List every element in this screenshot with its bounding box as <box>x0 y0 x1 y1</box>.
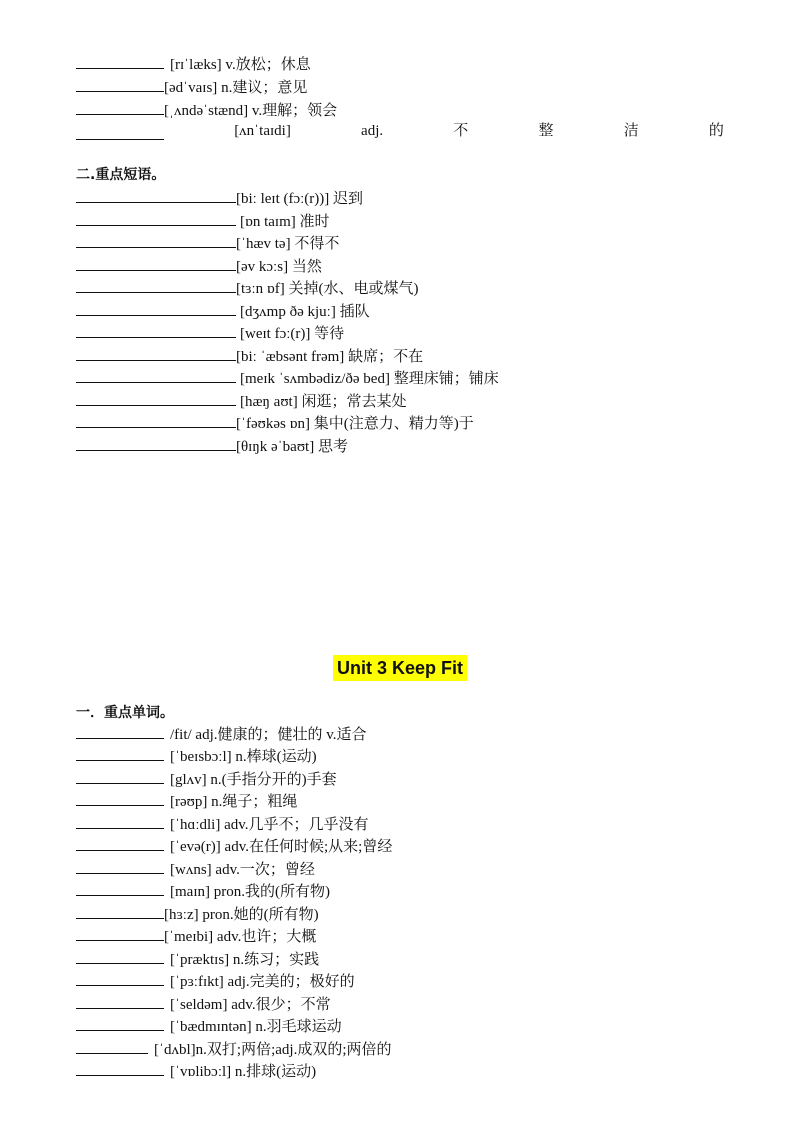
answer-blank[interactable] <box>76 186 236 203</box>
vocab-meaning: adv.很少；不常 <box>231 997 331 1013</box>
phrase-meaning: 集中(注意力、精力等)于 <box>313 416 474 432</box>
answer-blank[interactable] <box>76 321 236 338</box>
vocab-meaning-char: 洁 <box>623 123 639 139</box>
vocab-ipa: [ˌʌndəˈstænd] <box>164 103 249 119</box>
phrase-meaning: 闲逛；常去某处 <box>301 394 407 410</box>
vocab-line-justified <box>76 120 724 142</box>
vocab-meaning: adv.在任何时候;从来;曾经 <box>224 839 393 855</box>
vocab-line <box>76 812 369 834</box>
answer-blank[interactable] <box>76 812 164 829</box>
answer-blank[interactable] <box>76 947 164 964</box>
vocab-meaning: adj.健康的；健壮的 v.适合 <box>195 727 367 743</box>
phrase-line <box>76 321 344 343</box>
vocab-line <box>76 1059 316 1081</box>
vocab-meaning: pron.她的(所有物) <box>202 907 319 923</box>
vocab-ipa: [ˈpɜːfɪkt] <box>170 974 224 990</box>
vocab-meaning: adv.也许；大概 <box>216 929 317 945</box>
vocab-ipa: [ˈpræktɪs] <box>170 952 230 968</box>
vocab-meaning: n.(手指分开的)手套 <box>210 772 337 788</box>
phrase-line <box>76 411 474 433</box>
phrase-meaning: 不得不 <box>294 236 340 252</box>
phrase-line <box>76 366 499 388</box>
answer-blank[interactable] <box>76 299 236 316</box>
answer-blank[interactable] <box>76 857 164 874</box>
answer-blank[interactable] <box>76 389 236 406</box>
vocab-line <box>76 722 367 744</box>
vocab-meaning-char: 整 <box>538 123 554 139</box>
vocab-meaning: n.羽毛球运动 <box>255 1019 342 1035</box>
answer-blank[interactable] <box>76 1037 148 1054</box>
answer-blank[interactable] <box>76 1014 164 1031</box>
vocab-line <box>76 902 319 924</box>
answer-blank[interactable] <box>76 276 236 293</box>
phrase-ipa: [hæŋ aʊt] <box>240 394 298 410</box>
phrase-meaning: 关掉(水、电或煤气) <box>288 281 419 297</box>
vocab-ipa: [ˈvɒlibɔːl] <box>170 1064 232 1080</box>
answer-blank[interactable] <box>76 434 236 451</box>
vocab-ipa: [ˈmeɪbi] <box>164 929 214 945</box>
vocab-meaning: v.理解；领会 <box>251 103 338 119</box>
vocab-ipa: [wʌns] <box>170 862 212 878</box>
vocab-ipa: [ˈhɑːdli] <box>170 817 221 833</box>
answer-blank[interactable] <box>76 722 164 739</box>
section-heading-phrases: 二.重点短语。 <box>76 167 166 183</box>
vocab-line <box>76 789 297 811</box>
vocab-ipa: [maɪn] <box>170 884 210 900</box>
phrase-ipa: [biː leɪt (fɔː(r))] <box>236 191 330 207</box>
vocab-meaning: n.双打;两倍;adj.成双的;两倍的 <box>195 1042 392 1058</box>
vocab-line <box>76 767 337 789</box>
answer-blank[interactable] <box>76 231 236 248</box>
vocab-line <box>76 52 311 74</box>
vocab-line <box>76 1037 392 1059</box>
vocab-meaning: n.绳子；粗绳 <box>211 794 298 810</box>
phrase-line <box>76 186 363 208</box>
phrase-line <box>76 254 322 276</box>
vocab-meaning: pron.我的(所有物) <box>213 884 330 900</box>
vocab-ipa: [ədˈvaɪs] <box>164 80 218 96</box>
answer-blank[interactable] <box>76 366 236 383</box>
answer-blank[interactable] <box>76 75 164 92</box>
answer-blank[interactable] <box>76 924 164 941</box>
phrase-line <box>76 231 339 253</box>
vocab-line <box>76 834 392 856</box>
vocab-meaning: adv.一次；曾经 <box>215 862 315 878</box>
vocab-meaning: n.排球(运动) <box>234 1064 317 1080</box>
vocab-ipa: [ˈseldəm] <box>170 997 228 1013</box>
vocab-line <box>76 947 319 969</box>
vocab-line <box>76 969 355 991</box>
vocab-ipa: [rɪˈlæks] <box>170 57 222 73</box>
vocab-meaning: n.棒球(运动) <box>235 749 317 765</box>
phrase-ipa: [tɜːn ɒf] <box>236 281 285 297</box>
answer-blank[interactable] <box>76 992 164 1009</box>
phrase-ipa: [ɒn taɪm] <box>240 214 296 230</box>
phrase-ipa: [ˈhæv tə] <box>236 236 291 252</box>
phrase-line <box>76 299 370 321</box>
phrase-ipa: [biː ˈæbsənt frəm] <box>236 349 345 365</box>
answer-blank[interactable] <box>76 789 164 806</box>
answer-blank[interactable] <box>76 879 164 896</box>
answer-blank[interactable] <box>76 123 164 140</box>
answer-blank[interactable] <box>76 902 164 919</box>
vocab-line <box>76 1014 342 1036</box>
answer-blank[interactable] <box>76 254 236 271</box>
vocab-meaning: n.练习；实践 <box>232 952 320 968</box>
vocab-line <box>76 992 331 1014</box>
phrase-meaning: 等待 <box>314 326 345 342</box>
phrase-meaning: 当然 <box>291 259 322 275</box>
phrase-ipa: [θɪŋk əˈbaʊt] <box>236 439 315 455</box>
vocab-meaning: adv.几乎不；几乎没有 <box>224 817 369 833</box>
unit-title <box>0 655 800 681</box>
vocab-ipa: [hɜːz] <box>164 907 199 923</box>
vocab-meaning-char: 的 <box>708 123 724 139</box>
phrase-line <box>76 434 348 456</box>
phrase-meaning: 思考 <box>317 439 348 455</box>
section-heading-words: 一．重点单词。 <box>76 705 174 721</box>
vocab-meaning-char: 不 <box>453 123 469 139</box>
vocab-meaning: adj.完美的；极好的 <box>227 974 355 990</box>
answer-blank[interactable] <box>76 209 236 226</box>
phrase-meaning: 插队 <box>339 304 370 320</box>
phrase-meaning: 准时 <box>299 214 330 230</box>
phrase-meaning: 迟到 <box>333 191 364 207</box>
unit-title-text: Unit 3 Keep Fit <box>333 655 467 681</box>
answer-blank[interactable] <box>76 767 164 784</box>
vocab-line <box>76 98 337 120</box>
vocab-meaning: n.建议；意见 <box>221 80 308 96</box>
phrase-line <box>76 389 407 411</box>
answer-blank[interactable] <box>76 98 164 115</box>
vocab-pos: adj. <box>361 123 384 139</box>
vocab-ipa: [rəʊp] <box>170 794 208 810</box>
vocab-line <box>76 744 317 766</box>
vocab-ipa: [ˈevə(r)] <box>170 839 221 855</box>
vocab-ipa: [glʌv] <box>170 772 207 788</box>
vocab-line <box>76 75 307 97</box>
vocab-line <box>76 924 316 946</box>
vocab-ipa: [ʌnˈtaɪdi] <box>234 123 291 139</box>
phrase-line <box>76 276 418 298</box>
answer-blank[interactable] <box>76 834 164 851</box>
vocab-line <box>76 857 315 879</box>
answer-blank[interactable] <box>76 969 164 986</box>
phrase-ipa: [ˈfəʊkəs ɒn] <box>236 416 310 432</box>
answer-blank[interactable] <box>76 1059 164 1076</box>
vocab-meaning: v.放松；休息 <box>225 57 311 73</box>
vocab-ipa: [ˈbædmɪntən] <box>170 1019 252 1035</box>
phrase-ipa: [meɪk ˈsʌmbədiz/ðə bed] <box>240 371 390 387</box>
vocab-line <box>76 879 330 901</box>
phrase-line <box>76 344 423 366</box>
phrase-line <box>76 209 330 231</box>
answer-blank[interactable] <box>76 52 164 69</box>
vocab-ipa: [ˈbeɪsbɔːl] <box>170 749 232 765</box>
phrase-meaning: 整理床铺；铺床 <box>393 371 499 387</box>
phrase-ipa: [dʒʌmp ðə kjuː] <box>240 304 336 320</box>
answer-blank[interactable] <box>76 744 164 761</box>
phrase-ipa: [əv kɔːs] <box>236 259 289 275</box>
vocab-ipa: /fit/ <box>170 727 192 743</box>
answer-blank[interactable] <box>76 411 236 428</box>
phrase-meaning: 缺席；不在 <box>348 349 424 365</box>
answer-blank[interactable] <box>76 344 236 361</box>
vocab-ipa: [ˈdʌbl] <box>154 1042 196 1058</box>
phrase-ipa: [weɪt fɔː(r)] <box>240 326 311 342</box>
